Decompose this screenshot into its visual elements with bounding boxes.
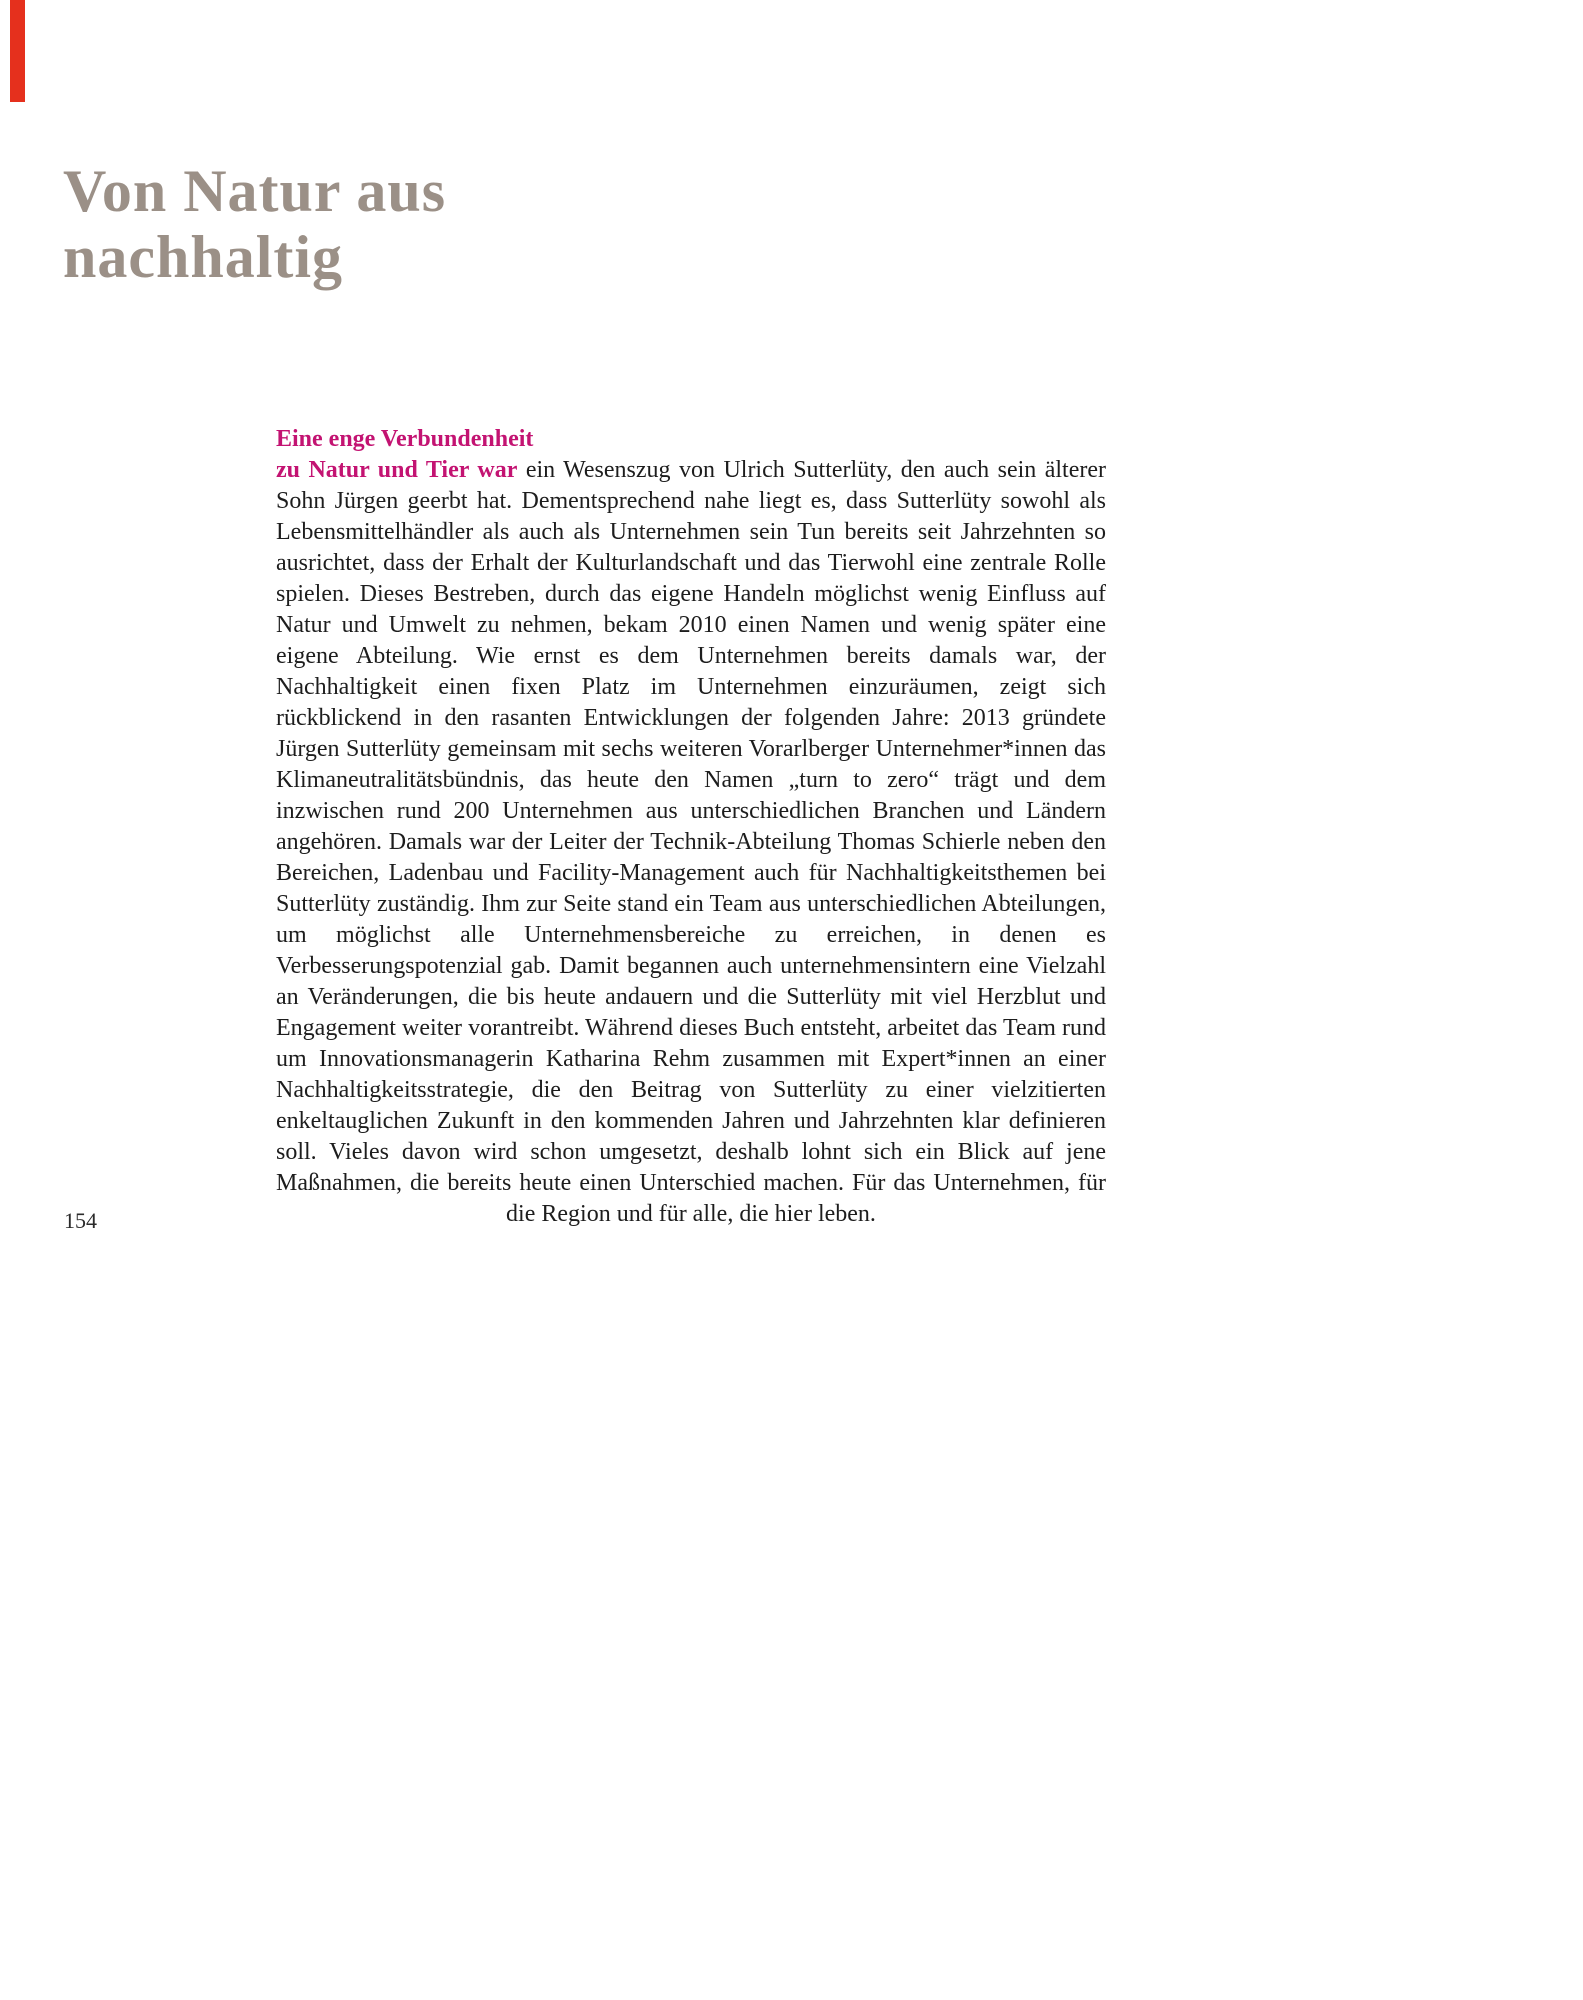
page-title-line-2: nachhaltig (63, 224, 344, 291)
article-body (276, 424, 1106, 1230)
page-number: 154 (64, 1208, 97, 1233)
body-text: ein Wesenszug von Ulrich Sutterlüty, den auch sein älterer Sohn Jürgen geerbt hat. Dementsprechend nahe liegt es, dass Sutterlüty sowohl als Lebensmittelhändler als auch als Unternehmen sein Tun bereits seit Jahrzehnten so ausrichtet, dass der Erhalt der Kulturlandschaft und das Tierwohl eine zentrale Rolle spielen. Dieses Bestreben, durch das eigene Handeln möglichst wenig Einfluss auf Natur und Umwelt zu nehmen, bekam 2010 einen Namen und wenig später eine eigene Abteilung. Wie ernst es dem Unternehmen bereits damals war, der Nachhaltigkeit einen fixen Platz im Unternehmen einzuräumen, zeigt sich rückblickend in den rasanten Entwicklungen der folgenden Jahre: 2013 gründete Jürgen Sutterlüty gemeinsam mit sechs weiteren Vorarlberger Unternehmer*innen das Klimaneutralitätsbündnis, das heute den Namen „turn to zero“ trägt und dem inzwischen rund 200 Unternehmen aus unterschiedlichen Branchen und Ländern angehören. Damals war der Leiter der Technik-Abteilung Thomas Schierle neben den Bereichen, Ladenbau und Facility-Management auch für Nachhaltigkeitsthemen bei Sutterlüty zuständig. Ihm zur Seite stand ein Team aus unterschiedlichen Abteilungen, um möglichst alle Unternehmensbereiche zu erreichen, in denen es Verbesserungspotenzial gab. Damit begannen auch unternehmensintern eine Vielzahl an Veränderungen, die bis heute andauern und die Sutterlüty mit viel Herzblut und Engagement weiter vorantreibt. Während dieses Buch entsteht, arbeitet das Team rund um Innovationsmanagerin Katharina Rehm zusammen mit Expert*innen an einer Nachhaltigkeitsstrategie, die den Beitrag von Sutterlüty zu einer vielzitierten enkeltauglichen Zukunft in den kommenden Jahren und Jahrzehnten klar definieren soll. Vieles davon wird schon umgesetzt, deshalb lohnt sich ein Blick auf jene Maßnahmen, die bereits heute einen Unterschied machen. Für das Unternehmen, für die Region und für alle, die hier leben. (276, 457, 1106, 1227)
accent-bar (10, 0, 25, 102)
article-paragraph (276, 455, 1106, 1230)
page-title-line-1: Von Natur aus (63, 158, 447, 225)
page-title (63, 158, 446, 290)
lead-in-line-1: Eine enge Verbundenheit (276, 426, 534, 452)
lead-in-line-2: zu Natur und Tier war (276, 457, 518, 483)
